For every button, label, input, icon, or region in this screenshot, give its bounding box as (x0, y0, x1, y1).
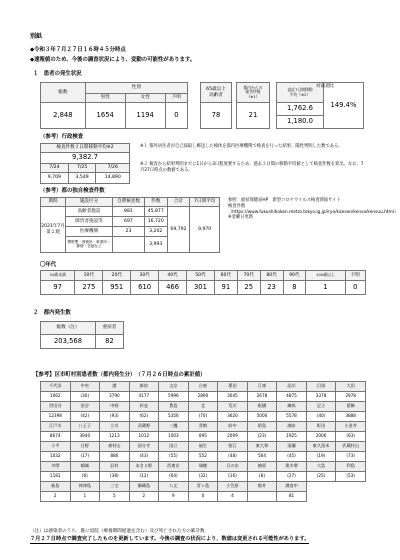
age-label: 10代 (75, 271, 103, 281)
age-value: 466 (159, 281, 187, 295)
age-value: 8 (283, 281, 306, 295)
ward-name: 荒川 (218, 402, 248, 412)
val-female: 1194 (125, 103, 165, 129)
col-female: 女性 (125, 94, 165, 103)
ward-value: (45) (277, 452, 307, 462)
ward-value: 1 (70, 492, 100, 502)
ward-value: 1925 (277, 432, 307, 442)
ward-name: 檜原 (247, 462, 277, 472)
ward-value: 3620 (218, 412, 248, 422)
ward-value: 4875 (277, 392, 307, 402)
age-label: 30代 (131, 271, 159, 281)
age-label: 40代 (159, 271, 187, 281)
ward-name: 杉並 (129, 402, 159, 412)
ward-name: 新島 (41, 482, 71, 492)
ward-name: 豊島 (159, 402, 189, 412)
ward-value: (17) (70, 452, 100, 462)
ward-value: 4177 (129, 392, 159, 402)
age-label: 20代 (103, 271, 131, 281)
ward-value: 5578 (277, 412, 307, 422)
age-title: 〇年代 (40, 262, 57, 268)
section1-title: １ 患者の発生状況 (33, 71, 82, 77)
ref2-row1-name: 高齢者施設 (66, 207, 113, 217)
ward-value: 4 (218, 492, 248, 502)
ward-value: 5996 (159, 392, 189, 402)
ref2-row3-n2: 3,202 (144, 227, 167, 237)
ward-name: 瑞穂 (188, 462, 218, 472)
ward-value: 1213 (100, 432, 130, 442)
age-value: 610 (131, 281, 159, 295)
age-label: 90代 (283, 271, 306, 281)
ward-name: あきる野 (129, 462, 159, 472)
age-value: 951 (103, 281, 131, 295)
independent-test-table (40, 197, 220, 253)
ward-name: 神津島 (70, 482, 100, 492)
count-2: 3,549 (68, 173, 96, 184)
val-elderly: 78 (201, 103, 232, 129)
ward-value: 552 (188, 452, 218, 462)
footnote-1: （注）は感染者のうち、既に退院（療養期間経過を含む）及び死亡された方の累計数 (30, 529, 205, 534)
ward-value: 1062 (41, 392, 71, 402)
wards-title: 【参考】区市町村別患者数（都内発生分） （７月２６日時点の累計値） (33, 372, 206, 378)
ward-name: 国立 (159, 442, 189, 452)
ward-name: 八王子 (70, 422, 100, 432)
col-wow: 対前週比 (316, 84, 335, 89)
ward-name: 府中 (218, 422, 248, 432)
footnote-2: ７月２７日時点で調査完了したものを更新しています。今後の調査の状況により、数値は変更される可能性があります。 (30, 536, 310, 542)
ward-value: (55) (159, 452, 189, 462)
col-avg7: 直近7日間移動 平均（※2） (277, 83, 324, 103)
ward-value: (48) (218, 452, 248, 462)
age-label: 70代 (237, 271, 260, 281)
ward-value (247, 492, 277, 502)
val-avg7-bottom: 1,180.0 (277, 116, 324, 129)
col-total-note: 総数（注） (41, 322, 96, 335)
age-label: 80代 (260, 271, 283, 281)
age-table (40, 270, 366, 295)
ward-table (40, 381, 366, 502)
ward-value: (23) (247, 432, 277, 442)
ward-name: 大島 (306, 462, 336, 472)
ward-name: 昭島 (247, 422, 277, 432)
ward-name: 江東 (247, 382, 277, 392)
ward-value: 3045 (218, 392, 248, 402)
ward-value: (63) (336, 432, 366, 442)
ward-value: 1032 (41, 452, 71, 462)
inspection-head: 検査件数３日間移動平均※2 (41, 144, 130, 153)
note-2: ※２ 検査から結果判明までに1日から3日程度要するため、過去３日間の移動平均値として検査件数を算出。なお、7月27日時点の数値である。 (140, 162, 364, 173)
timestamp: ◆令和３年７月２７日１６時４５分時点 (30, 47, 126, 53)
val-total: 2,848 (41, 103, 86, 129)
ward-name: 日野 (70, 442, 100, 452)
col-unknown: 不明 (165, 94, 187, 103)
val-wow: 149.4% (324, 83, 364, 129)
tonai-table (236, 82, 270, 129)
ward-value: 5000 (247, 412, 277, 422)
ward-name: 北 (188, 402, 218, 412)
ward-value: (16) (218, 472, 248, 482)
ref2-col-selfpay: 自費検査数 (113, 198, 145, 207)
ward-name: 台東 (188, 382, 218, 392)
ward-name: 大田 (336, 382, 366, 392)
ward-name: 練馬 (277, 402, 307, 412)
ward-name: 中央 (70, 382, 100, 392)
ward-value: 3790 (100, 392, 130, 402)
ward-name: 国分寺 (129, 442, 159, 452)
ward-value: (40) (306, 412, 336, 422)
tokyo-total-table (40, 321, 124, 349)
val-tonai: 21 (237, 103, 270, 129)
ward-name: 三鷹 (159, 422, 189, 432)
ward-name: 江戸川 (41, 422, 71, 432)
ward-name: 青梅 (188, 422, 218, 432)
ward-name: 小笠原 (218, 482, 248, 492)
col-male: 男性 (85, 94, 125, 103)
ward-name: 目黒 (306, 382, 336, 392)
ward-value: 5 (100, 492, 130, 502)
ward-name: 板橋 (247, 402, 277, 412)
ward-value: 9 (159, 492, 189, 502)
ward-value: 3940 (70, 432, 100, 442)
age-value: 275 (75, 281, 103, 295)
ward-name: 御蔵島 (129, 482, 159, 492)
date-3: 7/26 (96, 164, 130, 173)
ward-value: (27) (277, 472, 307, 482)
age-label: 100歳以上 (306, 271, 345, 281)
ward-value: (38) (100, 472, 130, 482)
ward-value: 2890 (188, 392, 218, 402)
ward-name: 調査中 (277, 482, 307, 492)
ward-name: 足立 (306, 402, 336, 412)
col-tonai: 都内からの 報告件数 （※1） (237, 83, 270, 103)
ward-name: 港 (100, 382, 130, 392)
ward-value: 1181 (41, 472, 71, 482)
val-severe: 82 (96, 335, 124, 349)
ward-value: 1003 (159, 432, 189, 442)
age-label: 不明 (345, 271, 365, 281)
ref2-row2-name: 障害者施設等 (66, 217, 113, 227)
age-value: 97 (41, 281, 75, 295)
count-1: 9,709 (41, 173, 69, 184)
val-avg7-top: 1,762.6 (277, 103, 324, 116)
ref2-row4-n2: 3,993 (144, 237, 167, 253)
ward-name: 小平 (41, 442, 71, 452)
ward-value: (25) (306, 472, 336, 482)
ward-value: (19) (306, 452, 336, 462)
age-label: 60代 (214, 271, 237, 281)
ward-value: 564 (247, 452, 277, 462)
ward-value: (30) (70, 392, 100, 402)
ref2-col-sum: 合計 (167, 198, 190, 207)
ward-name: 福生 (188, 442, 218, 452)
ward-name: 武蔵村山 (336, 442, 366, 452)
ref2-title: （参考）都の独自検査件数 (40, 188, 105, 194)
date-1: 7/24 (41, 164, 69, 173)
ward-name: 武蔵野 (129, 422, 159, 432)
age-value: 23 (260, 281, 283, 295)
ward-name: 東大和 (247, 442, 277, 452)
ward-value: (6) (70, 472, 100, 482)
ward-value: 5356 (159, 412, 189, 422)
val-male: 1654 (85, 103, 125, 129)
ref2-row2-n1: 697 (113, 217, 145, 227)
ref1-title: （参考）行政検査 (40, 134, 84, 140)
age-value: 1 (306, 281, 345, 295)
ward-name: 羽村 (100, 462, 130, 472)
ref2-col-period: 期間 (41, 198, 66, 207)
ward-name: 中野 (100, 402, 130, 412)
note-1: ※１ 都外居住者が自己採取し郵送した検体を都内医療機関で検査を行った結果、陽性判明した数である。 (140, 144, 343, 149)
col-severe: 重症者 (96, 322, 124, 335)
inspection-table (40, 143, 130, 184)
ward-name: 多摩 (41, 462, 71, 472)
ward-value: (32) (188, 472, 218, 482)
ward-name: 都外 (247, 482, 277, 492)
ward-value: (73) (336, 452, 366, 462)
ward-value: 2978 (336, 392, 366, 402)
ward-name: 東村山 (100, 442, 130, 452)
ward-value: 1012 (129, 432, 159, 442)
ward-name: 調布 (277, 422, 307, 432)
ref2-col-avg: 7日間平均 (190, 198, 220, 207)
ward-value: (62) (129, 412, 159, 422)
ward-name: 世田谷 (41, 402, 71, 412)
ward-name: 日の出 (218, 462, 248, 472)
ward-name: 三宅 (100, 482, 130, 492)
ward-name: 青ヶ島 (188, 482, 218, 492)
ward-value: 2009 (218, 432, 248, 442)
ward-value: 12398 (41, 412, 71, 422)
ward-value: 81 (277, 492, 307, 502)
ward-value: 3888 (336, 412, 366, 422)
ward-value: (64) (159, 472, 189, 482)
section2-title: ２ 都内発生数 (33, 310, 71, 316)
ward-name: 葛飾 (336, 402, 366, 412)
ward-name: 狛江 (218, 442, 248, 452)
ward-name: 町田 (306, 422, 336, 432)
ward-name: 立川 (100, 422, 130, 432)
ward-value: 895 (188, 432, 218, 442)
age-label: 10歳未満 (41, 271, 75, 281)
ward-name: 東久留米 (306, 442, 336, 452)
page-label: 別紙 (30, 33, 43, 40)
ref2-row1-n1: 881 (113, 207, 145, 217)
ref2-col-count: 件数 (144, 198, 167, 207)
ward-value: 2678 (247, 392, 277, 402)
ward-name: 奥多摩 (277, 462, 307, 472)
age-value: 25 (237, 281, 260, 295)
elderly-table (200, 82, 232, 129)
ref2-row3-name: 医療機関 (66, 227, 113, 237)
ward-name: 渋谷 (70, 402, 100, 412)
patient-table (40, 82, 188, 129)
ref2-period: 2021年7月第２週 (41, 207, 66, 253)
ward-value: 886 (100, 452, 130, 462)
ref2-row1-n2: 45,877 (144, 207, 167, 217)
ref2-side-note: 参照：福祉保健局HP 新型コロナウイルス検査情報サイト 検査件数（https://www.fukushihoken.metro.tokyo.lg.jp/iryo/kansen/kensa/kensuu.html） ※金曜日更新 (228, 198, 399, 221)
col-elderly: 65歳以上 高齢者 (201, 83, 232, 103)
ward-value: 2006 (306, 432, 336, 442)
ward-name: 利島 (336, 462, 366, 472)
ref2-col-facility: 施設区分 (66, 198, 113, 207)
ward-name: 品川 (277, 382, 307, 392)
val-unknown: 0 (165, 103, 187, 129)
ref2-row3-n1: 23 (113, 227, 145, 237)
col-total: 総数 (41, 83, 86, 103)
col-sex: 性別 (85, 83, 187, 94)
ward-name: 墨田 (218, 382, 248, 392)
ward-value: 8674 (41, 432, 71, 442)
ref2-total: 69,792 (167, 207, 190, 253)
ref2-row4-name: 警察署・刑務所・事業所・郵便・宮渡など (66, 237, 113, 253)
age-value: 0 (345, 281, 365, 295)
ward-value: (42) (70, 412, 100, 422)
ward-name: 八丈 (159, 482, 189, 492)
ward-value: (70) (188, 412, 218, 422)
ref2-row2-n2: 16,720 (144, 217, 167, 227)
val-tokyo-total: 203,568 (41, 335, 96, 349)
ward-value: (8) (247, 472, 277, 482)
ward-value: (43) (129, 452, 159, 462)
inspection-avg: 9,382.7 (41, 153, 130, 164)
ward-name: 千代田 (41, 382, 71, 392)
age-value: 91 (214, 281, 237, 295)
ward-value: (53) (336, 472, 366, 482)
age-value: 301 (187, 281, 215, 295)
count-3: 14,890 (96, 173, 130, 184)
ref2-avg: 9,970 (190, 207, 220, 253)
ward-name: 新宿 (129, 382, 159, 392)
ward-name: 西東京 (159, 462, 189, 472)
ward-value: 2 (129, 492, 159, 502)
notice: ◆速報値のため、今後の調査状況により、変動の可能性があります。 (30, 57, 196, 63)
ward-name: 清瀬 (277, 442, 307, 452)
ward-value: 2 (41, 492, 71, 502)
ref2-row4-n1 (113, 237, 145, 253)
ward-value: (12) (129, 472, 159, 482)
ward-name: 稲城 (70, 462, 100, 472)
ward-name: 文京 (159, 382, 189, 392)
ward-name: 小金井 (336, 422, 366, 432)
ward-value: 0 (188, 492, 218, 502)
age-label: 50代 (187, 271, 215, 281)
ward-value: 3378 (306, 392, 336, 402)
date-2: 7/25 (68, 164, 96, 173)
ward-value: (93) (100, 412, 130, 422)
